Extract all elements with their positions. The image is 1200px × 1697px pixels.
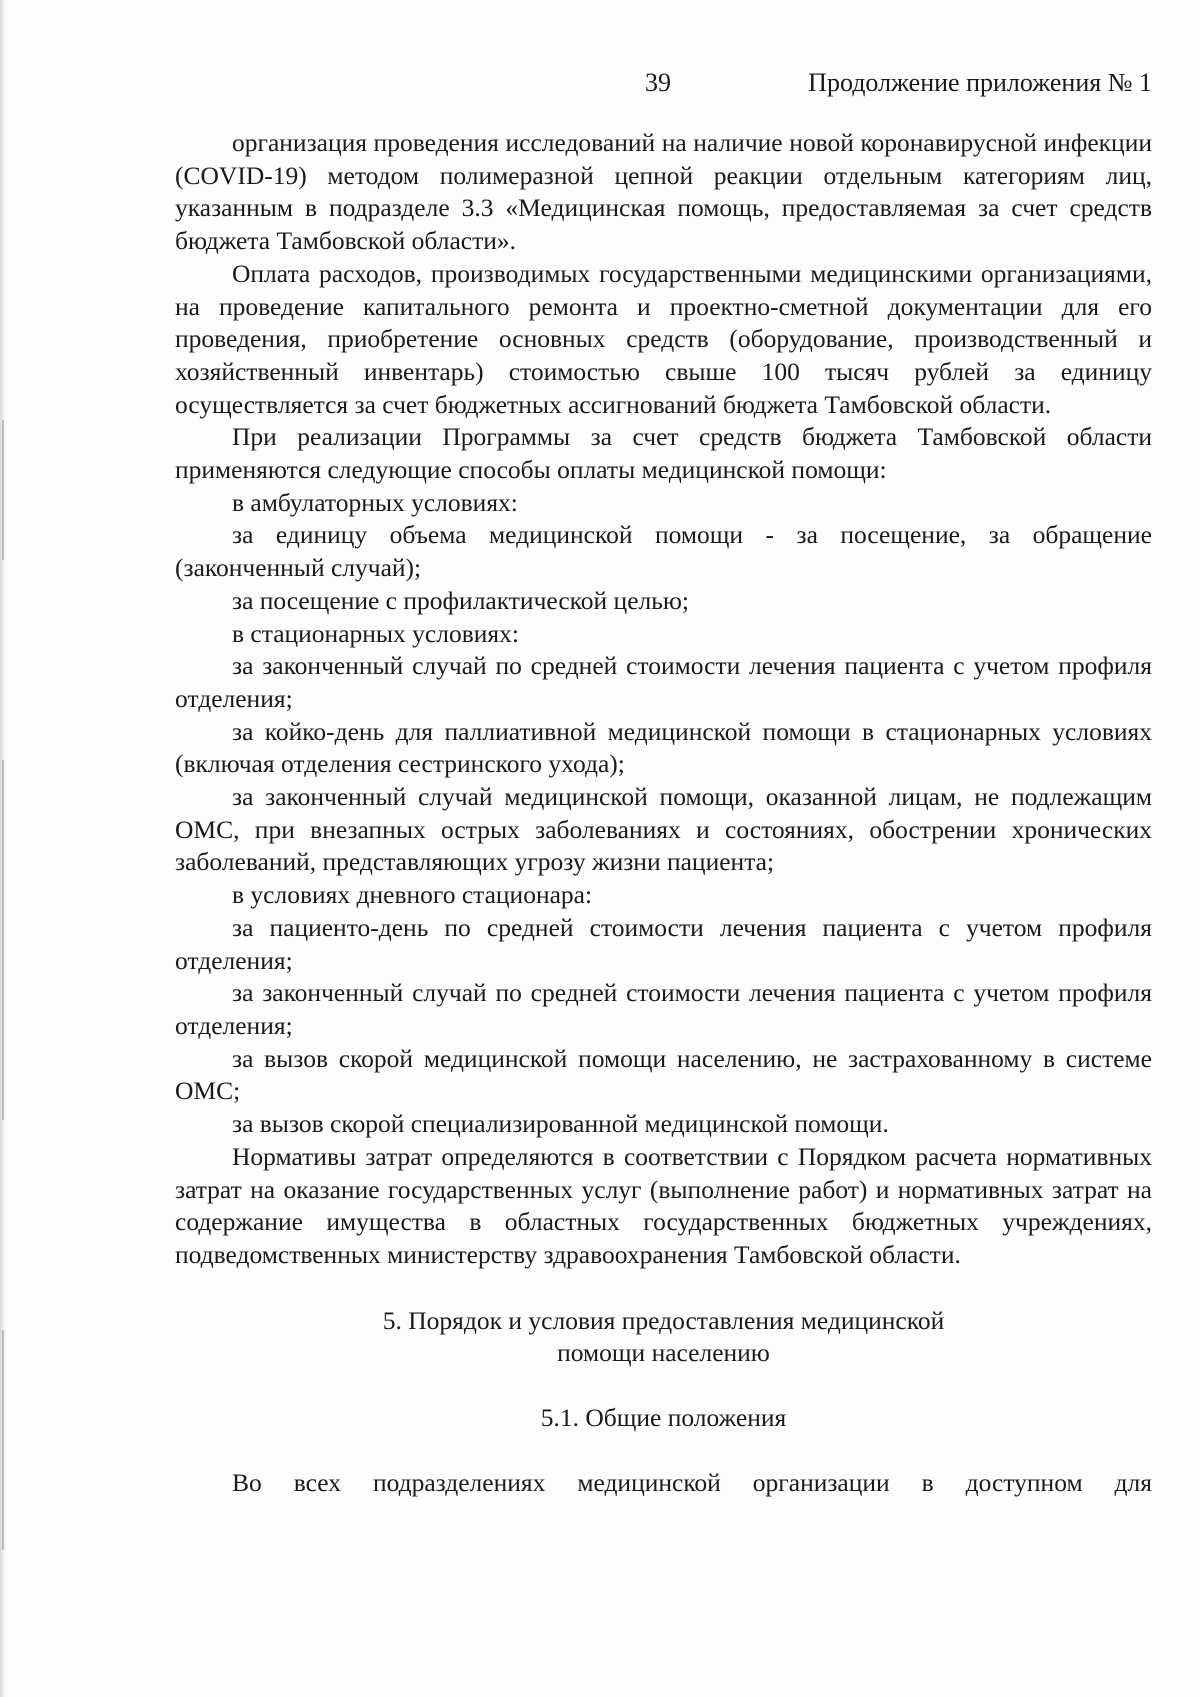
page-header: [0, 68, 1200, 108]
page-number: 39: [645, 68, 671, 97]
paragraph: Оплата расходов, производимых государственными медицинскими организациями, на проведение капитального ремонта и проектно-сметной документации для его проведения, приобретение основных средств (оборудование, производственный и хозяйственный инвентарь) стоимостью свыше 100 тысяч рублей за единицу осуществляется за счет бюджетных ассигнований бюджета Тамбовской области.: [175, 258, 1152, 419]
paragraph: за вызов скорой специализированной медицинской помощи.: [232, 1109, 889, 1139]
subsection-heading: 5.1. Общие положения: [540, 1403, 787, 1433]
paragraph: Во всех подразделениях медицинской организации в доступном для: [232, 1467, 1152, 1497]
paragraph: за законченный случай по средней стоимости лечения пациента с учетом профиля отделения;: [175, 978, 1152, 1040]
section-heading-line: помощи населению: [557, 1338, 770, 1368]
paragraph: за койко-день для паллиативной медицинской помощи в стационарных условиях (включая отделения сестринского ухода);: [175, 716, 1152, 779]
scan-artifact: [2, 1330, 4, 1550]
paragraph: в стационарных условиях:: [232, 618, 519, 648]
scan-artifact: [2, 420, 4, 560]
document-body: [175, 127, 1152, 1499]
appendix-continuation-label: Продолжение приложения № 1: [808, 68, 1152, 97]
paragraph: за единицу объема медицинской помощи - за посещение, за обращение (законченный случай);: [175, 520, 1152, 583]
scan-edge: [0, 0, 7, 1697]
paragraph: за законченный случай по средней стоимости лечения пациента с учетом профиля отделения;: [175, 651, 1152, 713]
scan-artifact: [2, 760, 4, 1120]
paragraph: за посещение с профилактической целью;: [232, 585, 689, 615]
paragraph: При реализации Программы за счет средств бюджета Тамбовской области применяются следующие способы оплаты медицинской помощи:: [175, 422, 1152, 485]
paragraph: Нормативы затрат определяются в соответствии с Порядком расчета нормативных затрат на оказание государственных услуг (выполнение работ) и нормативных затрат на содержание имущества в областных государственных бюджетных учреждениях, подведомственных министерству здравоохранения Тамбовской области.: [175, 1141, 1152, 1269]
paragraph: организация проведения исследований на наличие новой коронавирусной инфекции (COVID-19) методом полимеразной цепной реакции отдельным категориям лиц, указанным в подразделе 3.3 «Медицинская помощь, предоставляемая за счет средств бюджета Тамбовской области».: [175, 128, 1152, 256]
paragraph: за пациенто-день по средней стоимости лечения пациента с учетом профиля отделения;: [175, 912, 1152, 975]
paragraph: в условиях дневного стационара:: [232, 880, 593, 910]
paragraph: за вызов скорой медицинской помощи населению, не застрахованному в системе ОМС;: [175, 1043, 1152, 1106]
section-heading-line: 5. Порядок и условия предоставления медицинской: [382, 1305, 945, 1335]
section-heading: [175, 1305, 1152, 1370]
paragraph: за законченный случай медицинской помощи, оказанной лицам, не подлежащим ОМС, при внезапных острых заболеваниях и состояниях, обострении хронических заболеваний, представляющих угрозу жизни пациента;: [175, 782, 1152, 877]
paragraph: в амбулаторных условиях:: [232, 487, 518, 517]
